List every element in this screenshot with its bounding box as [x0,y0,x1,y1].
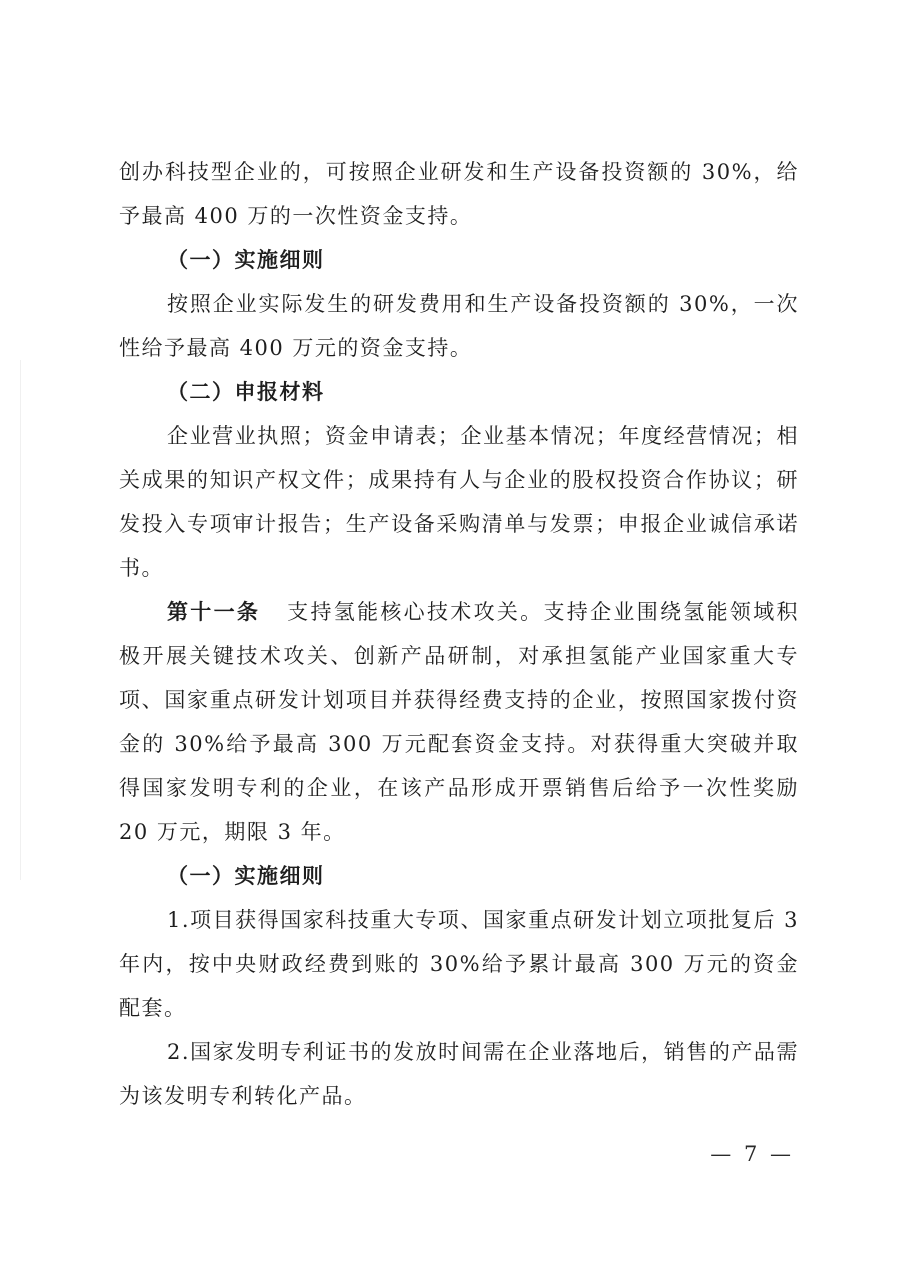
paragraph-implementation-details: 按照企业实际发生的研发费用和生产设备投资额的 30%，一次性给予最高 400 万元的资金支持。 [119,292,799,360]
document-body [119,150,799,1118]
article-label: 第十一条 [167,599,261,624]
list-item-1: 1.项目获得国家科技重大专项、国家重点研发计划立项批复后 3 年内，按中央财政经费到账的 30%给予累计最高 300 万元的资金配套。 [119,908,799,1020]
paragraph-application-materials: 企业营业执照；资金申请表；企业基本情况；年度经营情况；相关成果的知识产权文件；成果持有人与企业的股权投资合作协议；研发投入专项审计报告；生产设备采购清单与发票；申报企业诚信承诺书。 [119,424,799,580]
section-heading-implementation: （一）实施细则 [167,247,325,272]
article-spacer [260,600,287,624]
section-heading-implementation-2: （一）实施细则 [167,863,325,888]
section-heading-materials: （二）申报材料 [167,379,325,404]
page-number: — 7 — [710,1142,794,1166]
list-item-2: 2.国家发明专利证书的发放时间需在企业落地后，销售的产品需为该发明专利转化产品。 [119,1040,799,1108]
binding-margin-mark [20,360,21,880]
paragraph-continuation: 创办科技型企业的，可按照企业研发和生产设备投资额的 30%，给予最高 400 万的一次性资金支持。 [119,160,799,228]
article-body: 支持氢能核心技术攻关。支持企业围绕氢能领域积极开展关键技术攻关、创新产品研制，对承担氢能产业国家重大专项、国家重点研发计划项目并获得经费支持的企业，按照国家拨付资金的 30%给予最高 300 万元配套资金支持。对获得重大突破并取得国家发明专利的企业，在该产品形成开票销售后给予一次性奖励 20 万元，期限 3 年。 [119,600,800,844]
article-eleven [119,590,799,854]
